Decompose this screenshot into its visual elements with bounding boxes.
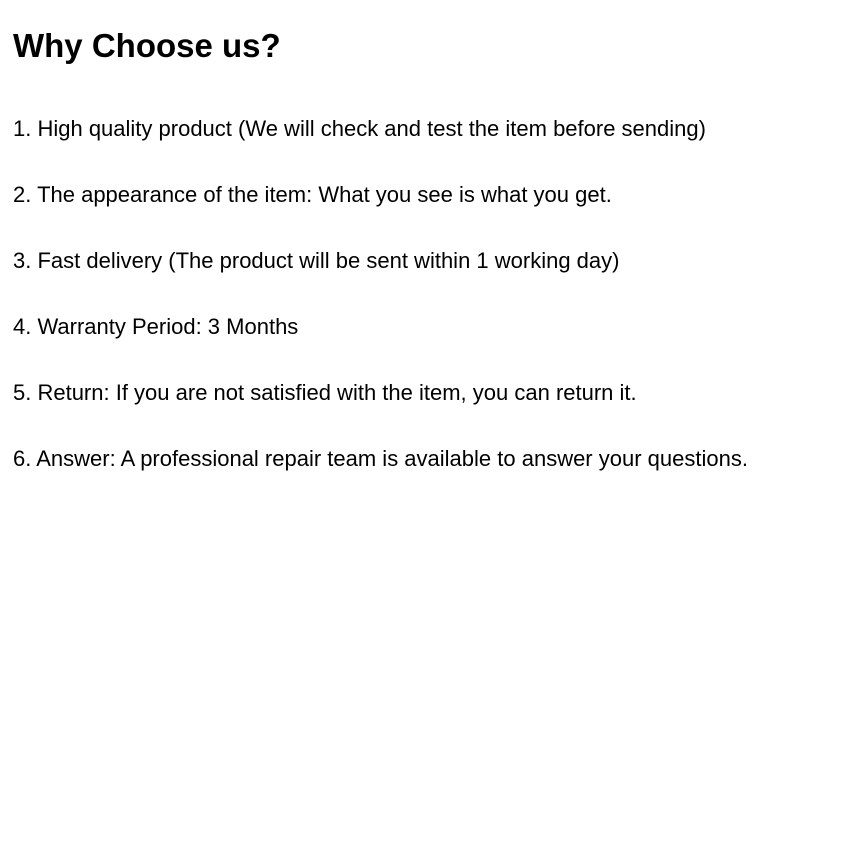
list-item-return: 5. Return: If you are not satisfied with the item, you can return it. [13,380,637,405]
list-item-quality: 1. High quality product (We will check and test the item before sending) [13,116,706,141]
reasons-list [13,111,748,507]
list-item-warranty: 4. Warranty Period: 3 Months [13,314,299,339]
list-item-appearance: 2. The appearance of the item: What you see is what you get. [13,182,612,207]
list-item-delivery: 3. Fast delivery (The product will be sent within 1 working day) [13,248,620,273]
document [13,0,858,862]
page-title: Why Choose us? [13,27,281,64]
list-item-answer: 6. Answer: A professional repair team is available to answer your questions. [13,446,748,471]
